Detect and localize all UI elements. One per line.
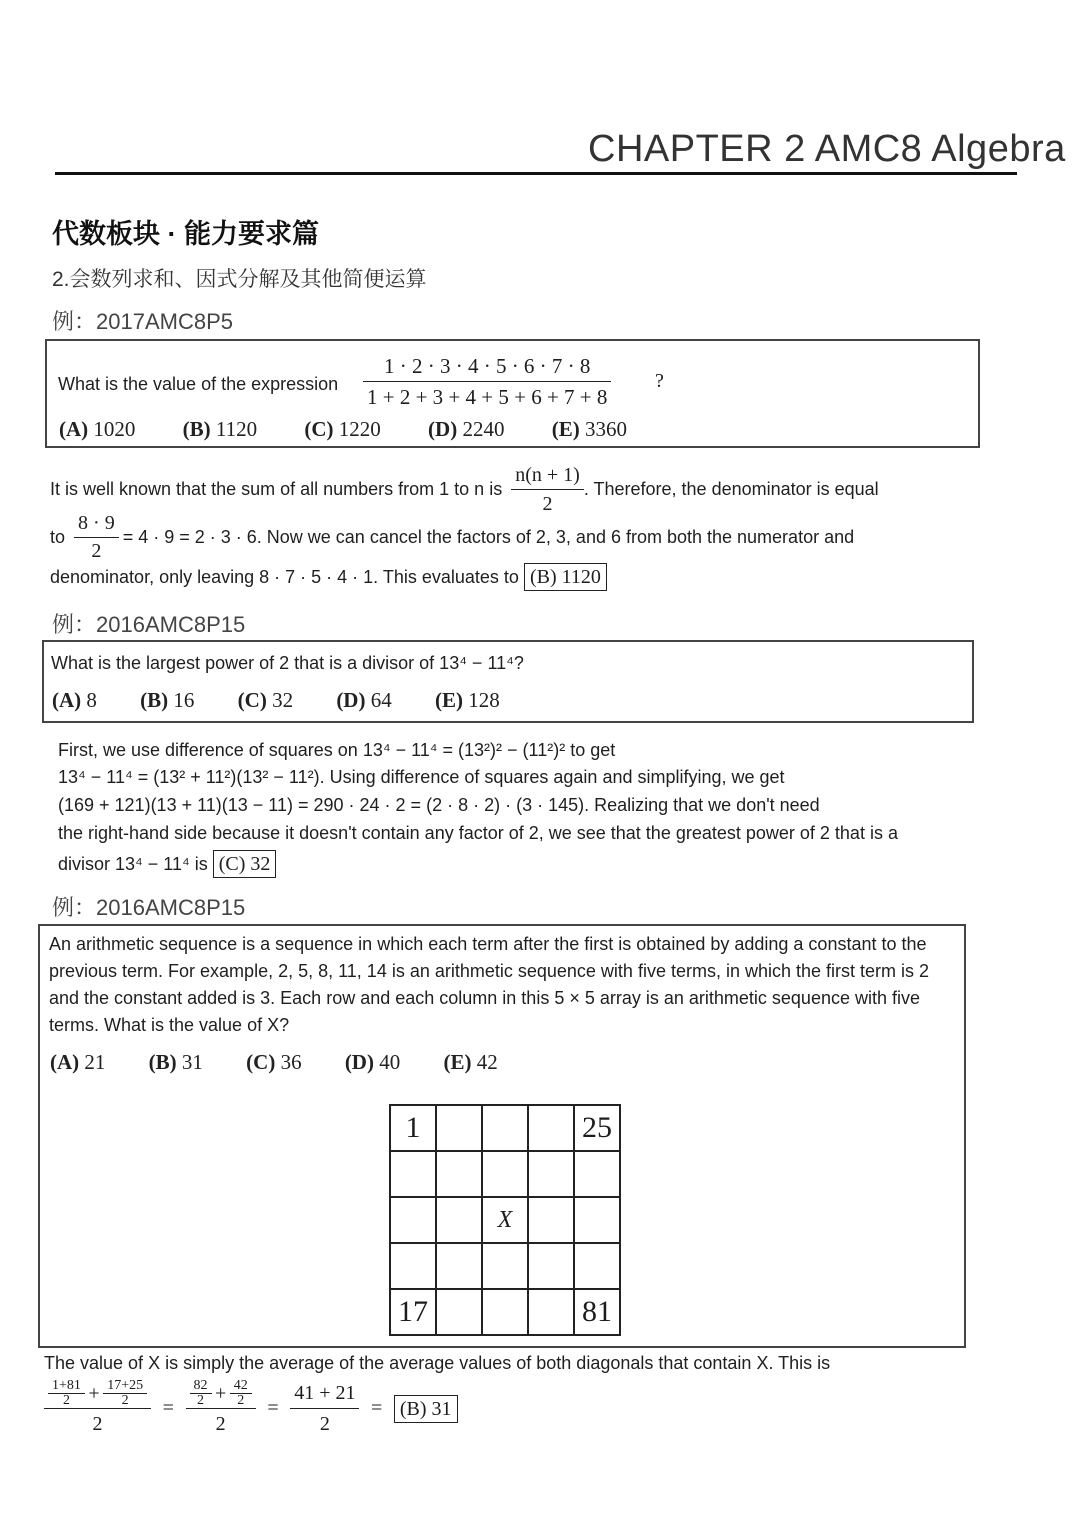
example-2-label: 例：2016AMC8P15 [52, 612, 246, 637]
choice: (C) 36 [246, 1050, 302, 1074]
grid-cell [390, 1243, 436, 1289]
grid-cell [390, 1151, 436, 1197]
grid-cell [436, 1243, 482, 1289]
array-grid [389, 1104, 621, 1336]
example-3-solution-equation: $\frac{1+81}{2}$ + $\frac{17+25}{2}$ 2 = $\frac{82}{2}$ + $\frac{42}{2}$ 2 = $\frac{41 + 21}{2}$ = (B) 31 [44, 1378, 458, 1439]
example-1-choices [59, 417, 669, 442]
grid-cell [528, 1105, 574, 1151]
example-3-problem-box [38, 924, 966, 1348]
grid-cell [482, 1151, 528, 1197]
equation-fraction-2: $\frac{82}{2}$ + $\frac{42}{2}$ 2 [186, 1379, 256, 1439]
example-1-expr-numerator: 1 · 2 · 3 · 4 · 5 · 6 · 7 · 8 [383, 354, 591, 378]
example-1-question-mark: ? [655, 370, 664, 392]
example-3-answer: (B) 31 [394, 1395, 458, 1423]
example-1-solution-line-2: to $\frac{8 \cdot 9}{2}$ = 4 · 9 = 2 · 3 · 6. Now we can cancel the factors of 2, 3, and 6 from both the numerator and [50, 510, 854, 565]
grid-cell [528, 1197, 574, 1243]
choice: (C) 1220 [304, 417, 381, 441]
example-1-question: What is the value of the expression [58, 374, 339, 394]
example-2-solution-line-3: (169 + 121)(13 + 11)(13 − 11) = 290 · 24 · 2 = (2 · 8 · 2) · (3 · 145). Realizing that we don't need [58, 795, 820, 815]
denominator-fraction: $\frac{8 \cdot 9}{2}$ [74, 510, 119, 565]
choice: (E) 42 [443, 1050, 498, 1074]
grid-cell [482, 1105, 528, 1151]
example-1-problem-box [45, 339, 980, 448]
grid-cell: 25 [574, 1105, 620, 1151]
example-3-solution-line-1: The value of X is simply the average of the average values of both diagonals that contain X. This is [44, 1353, 831, 1373]
grid-cell [436, 1105, 482, 1151]
example-1-label: 例：2017AMC8P5 [52, 309, 233, 334]
example-2-solution-line-2: 13⁴ − 11⁴ = (13² + 11²)(13² − 11²). Using difference of squares again and simplifying, we get [58, 767, 785, 787]
grid-cell [574, 1197, 620, 1243]
choice: (B) 31 [148, 1050, 203, 1074]
example-2-choices [52, 688, 538, 713]
grid-cell-x: X [482, 1197, 528, 1243]
grid-cell [574, 1243, 620, 1289]
choice: (A) 1020 [59, 417, 136, 441]
grid-cell [436, 1289, 482, 1335]
grid-cell [528, 1151, 574, 1197]
example-1-expr-denominator: 1 + 2 + 3 + 4 + 5 + 6 + 7 + 8 [363, 381, 611, 412]
grid-cell [482, 1243, 528, 1289]
example-2-solution-line-4: the right-hand side because it doesn't contain any factor of 2, we see that the greatest power of 2 that is a [58, 823, 898, 843]
grid-cell [436, 1197, 482, 1243]
choice: (D) 40 [344, 1050, 401, 1074]
example-2-problem-box [42, 640, 974, 723]
choice: (E) 3360 [551, 417, 627, 441]
example-3-label: 例：2016AMC8P15 [52, 895, 246, 920]
grid-cell [482, 1289, 528, 1335]
grid-cell [528, 1243, 574, 1289]
header-rule [55, 172, 1017, 175]
example-1-solution-line-3: denominator, only leaving 8 · 7 · 5 · 4 · 1. This evaluates to (B) 1120 [50, 563, 607, 591]
section-title: 代数板块 · 能力要求篇 [52, 219, 319, 249]
example-2-answer: (C) 32 [213, 850, 277, 878]
example-1-expression [363, 351, 611, 412]
choice: (D) 64 [336, 688, 392, 712]
section-subtitle: 2.会数列求和、因式分解及其他简便运算 [52, 268, 427, 291]
choice: (B) 16 [140, 688, 195, 712]
example-2-solution-line-5: divisor 13⁴ − 11⁴ is (C) 32 [58, 850, 276, 878]
grid-cell: 81 [574, 1289, 620, 1335]
choice: (B) 1120 [182, 417, 258, 441]
example-1-solution-line-1: It is well known that the sum of all numbers from 1 to n is $\frac{n(n + 1)}{2}$ . Therefore, the denominator is equal [50, 461, 879, 518]
example-1-answer: (B) 1120 [524, 563, 607, 591]
grid-cell [574, 1151, 620, 1197]
choice: (E) 128 [434, 688, 500, 712]
choice: (C) 32 [237, 688, 294, 712]
equation-fraction-3: $\frac{41 + 21}{2}$ [290, 1378, 359, 1439]
sum-formula: $\frac{n(n + 1)}{2}$ [511, 461, 584, 518]
chapter-title: CHAPTER 2 AMC8 Algebra [588, 128, 1066, 170]
grid-cell [390, 1197, 436, 1243]
example-3-question: An arithmetic sequence is a sequence in which each term after the first is obtained by adding a constant to the previous term. For example, 2, 5, 8, 11, 14 is an arithmetic sequence with five terms, in which the first term is 2 and the constant added is 3. Each row and each column in this 5 × 5 array is an arithmetic sequence with five terms. What is the value of X? [49, 934, 930, 1035]
grid-cell [436, 1151, 482, 1197]
equation-fraction-1: $\frac{1+81}{2}$ + $\frac{17+25}{2}$ 2 [44, 1379, 151, 1439]
grid-cell [528, 1289, 574, 1335]
grid-cell: 17 [390, 1289, 436, 1335]
choice: (A) 21 [50, 1050, 106, 1074]
choice: (D) 2240 [428, 417, 505, 441]
example-3-choices [50, 1050, 536, 1075]
example-2-question: What is the largest power of 2 that is a divisor of 13⁴ − 11⁴? [51, 653, 524, 673]
example-2-solution-line-1: First, we use difference of squares on 13⁴ − 11⁴ = (13²)² − (11²)² to get [58, 740, 616, 760]
choice: (A) 8 [52, 688, 97, 712]
grid-cell: 1 [390, 1105, 436, 1151]
